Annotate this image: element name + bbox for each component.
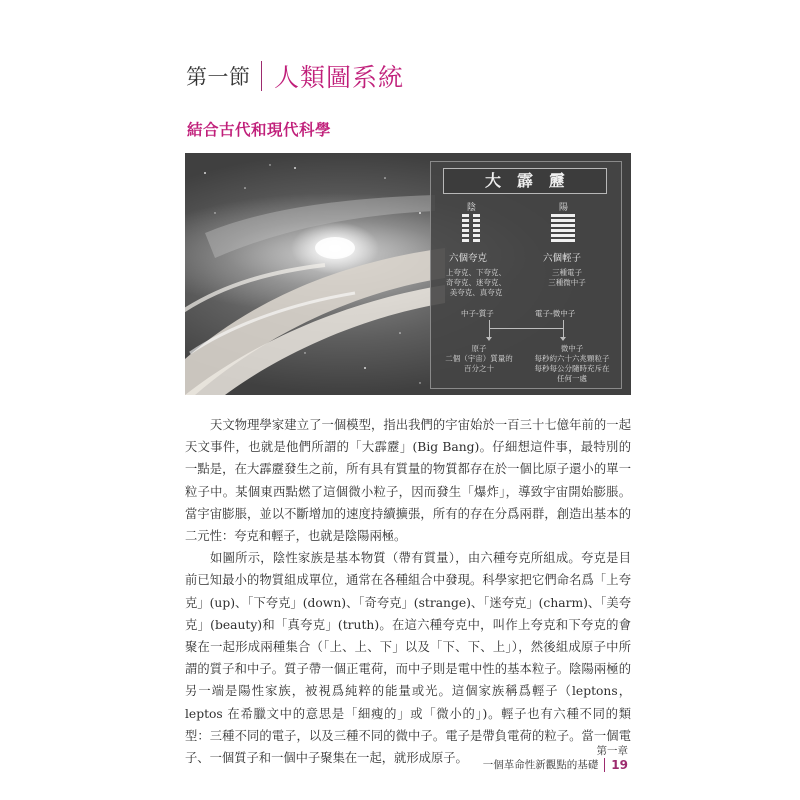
yin-trigram-icon bbox=[462, 214, 480, 244]
atom-result bbox=[431, 344, 527, 374]
section-label: 第一節 bbox=[186, 65, 251, 89]
yang-label: 陽 bbox=[559, 203, 569, 213]
section-header bbox=[186, 58, 404, 94]
atom-result-line: 二個（宇宙）質量的 bbox=[445, 354, 513, 363]
section-divider bbox=[261, 61, 263, 91]
connector-line bbox=[489, 328, 564, 329]
quark-list bbox=[437, 268, 515, 298]
lepton-list-line: 三種微中子 bbox=[548, 278, 586, 287]
chapter-label: 第一章 bbox=[596, 745, 628, 757]
neutrino-result-line: 每秒約六十六兆顆粒子 bbox=[534, 354, 610, 363]
electron-neutrino-label: 電子-微中子 bbox=[535, 309, 576, 318]
panel-title: 大霹靂 bbox=[484, 171, 581, 190]
lepton-list-line: 三種電子 bbox=[552, 268, 582, 277]
subsection-title: 結合古代和現代科學 bbox=[187, 121, 332, 139]
section-title: 人類圖系統 bbox=[274, 63, 405, 92]
body-text bbox=[185, 414, 631, 769]
connector-line bbox=[489, 320, 490, 328]
neutron-proton-label: 中子-質子 bbox=[461, 309, 494, 318]
page-footer bbox=[483, 744, 628, 772]
footer-divider bbox=[604, 758, 605, 772]
yin-label: 陰 bbox=[467, 203, 477, 213]
chapter-title: 一個革命性新觀點的基礎 bbox=[482, 759, 599, 771]
page-number: 19 bbox=[611, 758, 628, 772]
arrow-down-icon bbox=[486, 337, 492, 341]
yin-group-title: 六個夸克 bbox=[449, 253, 488, 264]
panel-title-box bbox=[443, 168, 607, 194]
chapter-line bbox=[483, 758, 628, 772]
connector-line bbox=[563, 320, 564, 328]
arrow-down-icon bbox=[560, 337, 566, 341]
yang-group-title: 六個輕子 bbox=[543, 253, 582, 264]
atom-result-line: 百分之十 bbox=[464, 364, 494, 373]
big-bang-figure bbox=[185, 153, 631, 395]
paragraph: 天文物理學家建立了一個模型，指出我們的宇宙始於一百三十七億年前的一起天文事件，也就是他們所謂的「大霹靂」(Big Bang)。仔細想這件事，最特別的一點是，在大霹靂發生之前，所有具有質量的物質都存在於一個比原子還小的單一粒子中。某個東西點燃了這個微小粒子，因而發生「爆炸」，導致宇宙開始膨脹。當宇宙膨脹，並以不斷增加的速度持續擴張，所有的存在分爲兩群，創造出基本的二元性：夸克和輕子，也就是陰陽兩極。 bbox=[185, 418, 631, 544]
atom-result-line: 原子 bbox=[471, 344, 487, 353]
quark-list-line: 奇夸克、迷夸克、 bbox=[446, 278, 506, 287]
paragraph: 如圖所示，陰性家族是基本物質（帶有質量），由六種夸克所組成。夸克是目前已知最小的物質組成單位，通常在各種組合中發現。科學家把它們命名爲「上夸克」(up)、「下夸克」(down)、「奇夸克」(strange)、「迷夸克」(charm)、「美夸克」(beauty)和「真夸克」(truth)。在這六種夸克中，叫作上夸克和下夸克的會聚在一起形成兩種集合（「上、上、下」以及「下、下、上」），然後組成原子中所謂的質子和中子。質子帶一個正電荷，而中子則是電中性的基本粒子。陰陽兩極的另一端是陽性家族，被視爲純粹的能量或光。這個家族稱爲輕子（leptons，leptos 在希臘文中的意思是「細瘦的」或「微小的」)。輕子也有六種不同的類型：三種不同的電子，以及三種不同的微中子。電子是帶負電荷的粒子。當一個電子、一個質子和一個中子聚集在一起，就形成原子。 bbox=[185, 551, 631, 766]
lepton-list bbox=[527, 268, 607, 288]
yang-trigram-icon bbox=[551, 214, 575, 244]
quark-list-line: 上夸克、下夸克、 bbox=[446, 268, 506, 277]
quark-list-line: 美夸克、真夸克 bbox=[449, 288, 503, 297]
neutrino-result-line: 微中子 bbox=[560, 344, 584, 353]
neutrino-result bbox=[523, 344, 621, 384]
big-bang-diagram-panel bbox=[430, 161, 622, 389]
neutrino-result-line: 任何一處 bbox=[557, 374, 587, 383]
neutrino-result-line: 每秒每公分隨時充斥在 bbox=[534, 364, 610, 373]
